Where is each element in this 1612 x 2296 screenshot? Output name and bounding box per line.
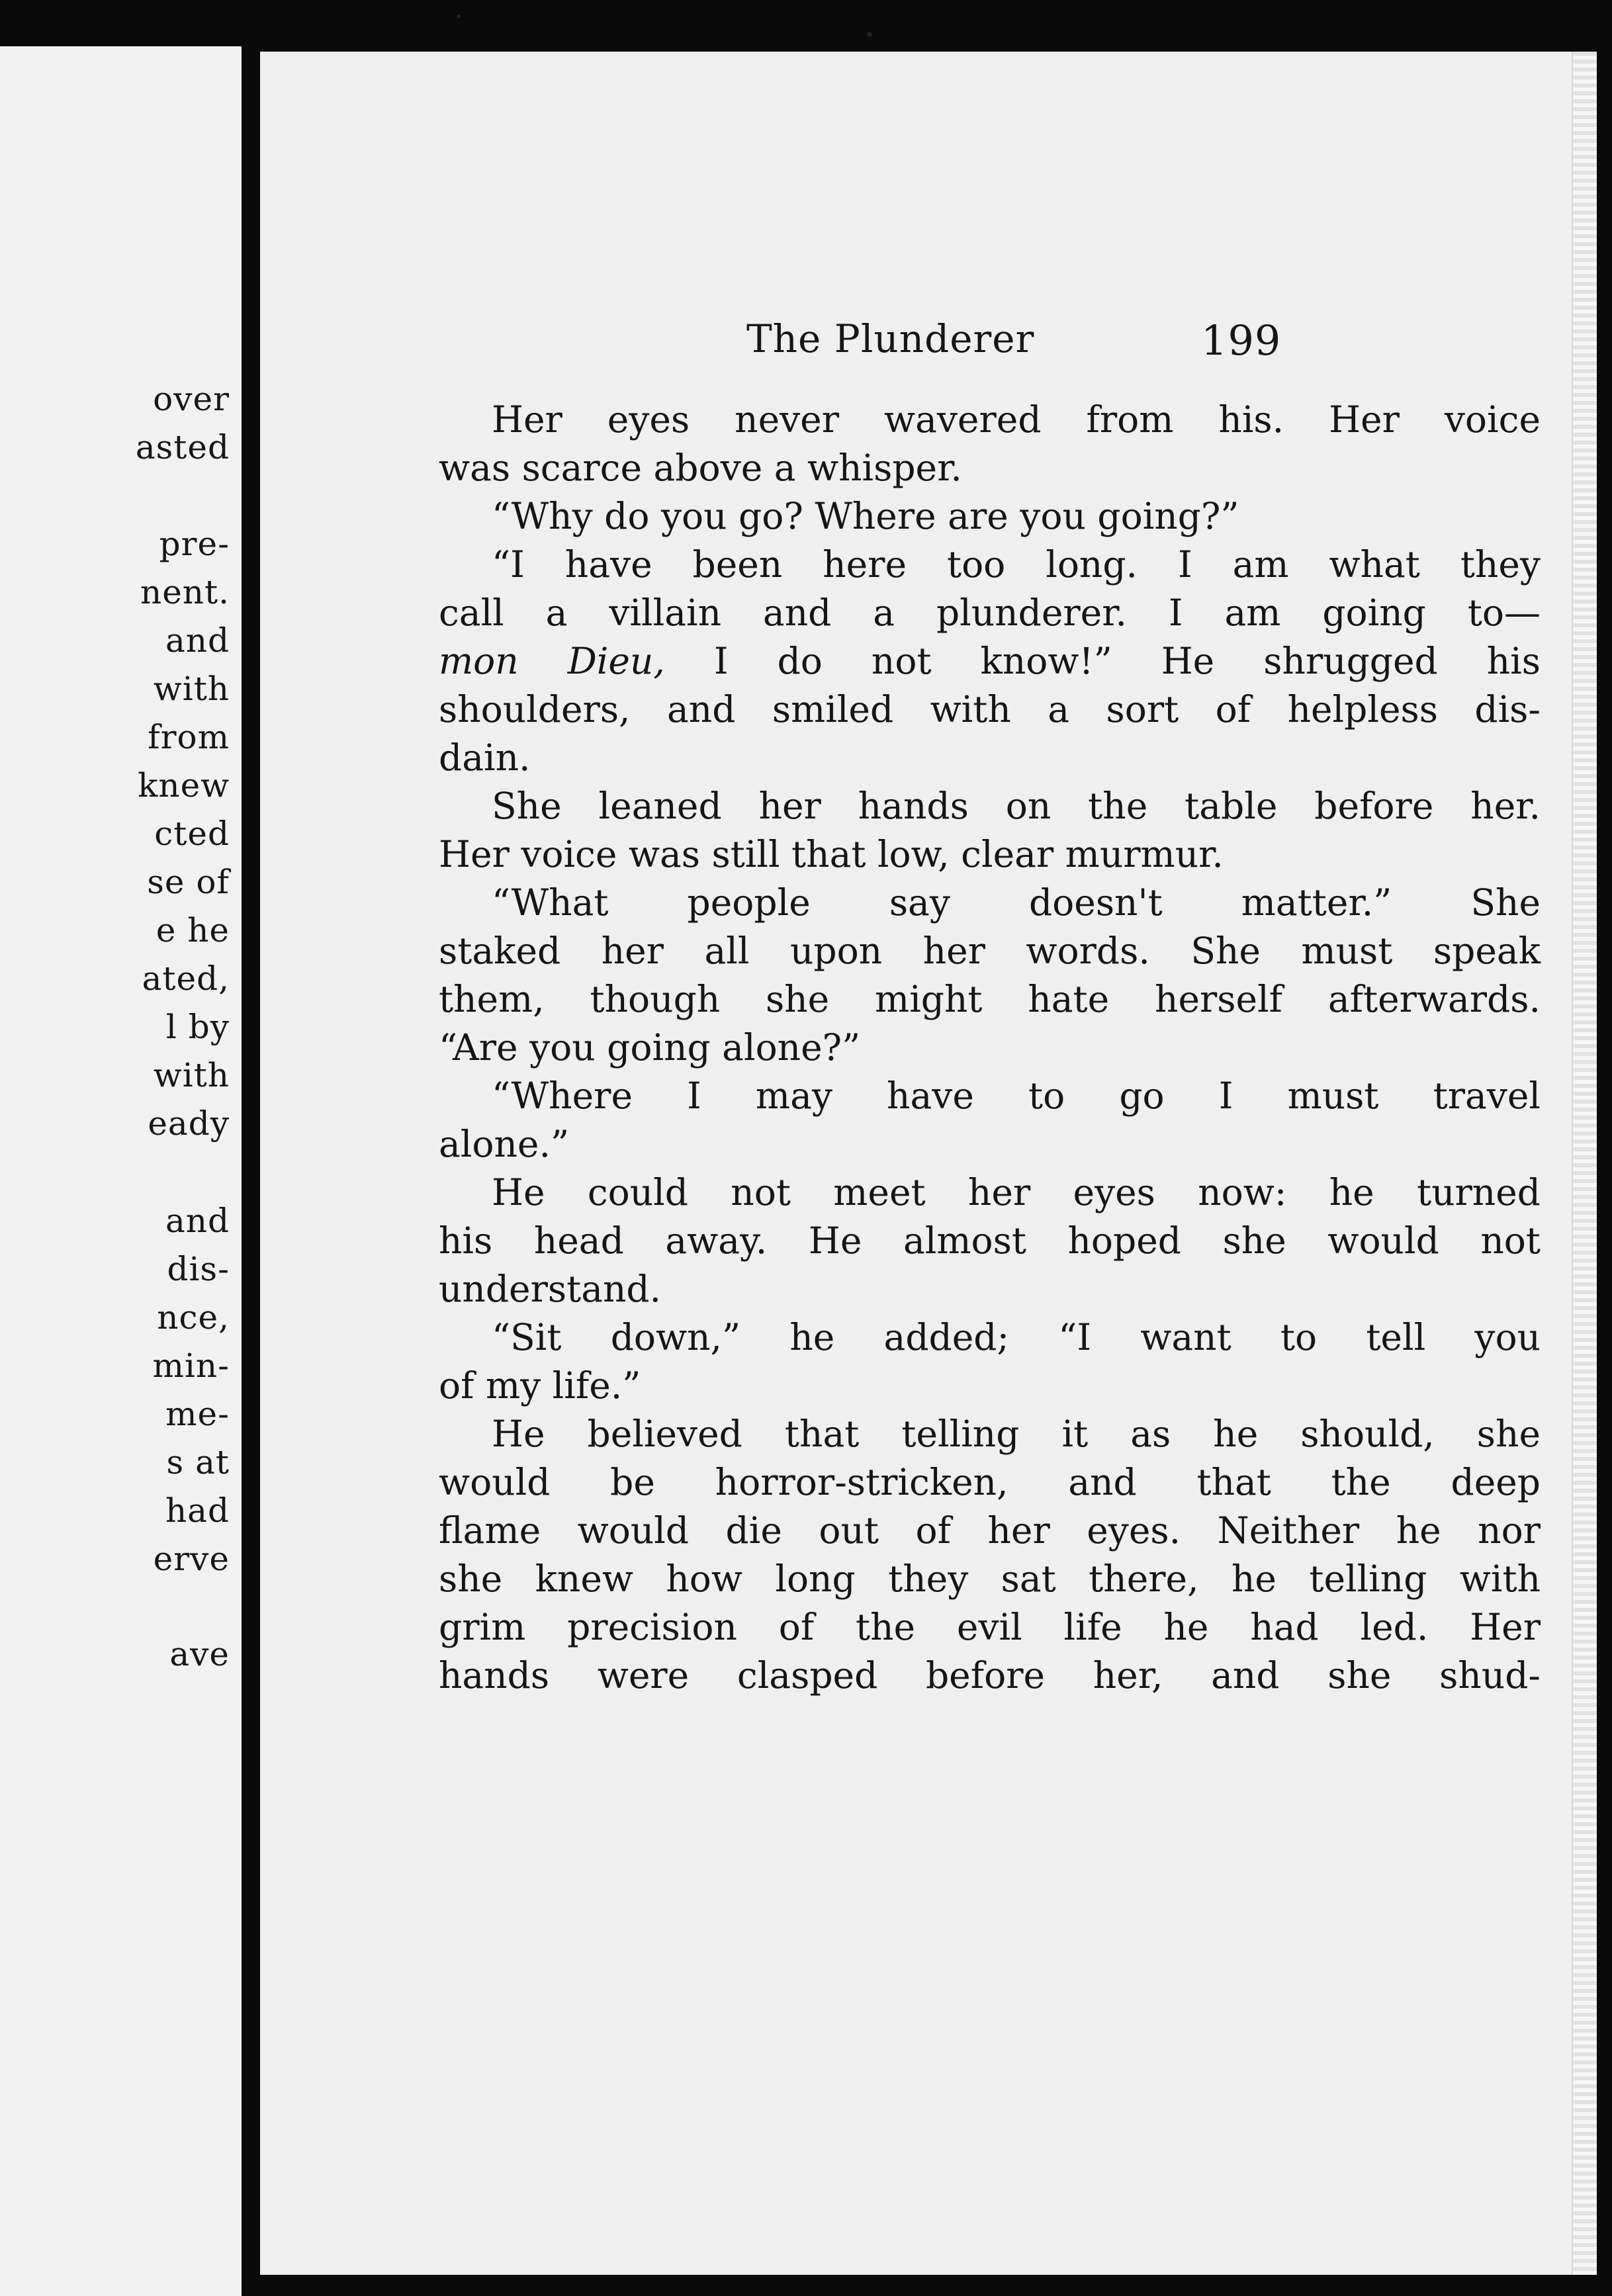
left-fragment: l by — [165, 1008, 230, 1046]
text-line: would be horror-stricken, and that the deep — [439, 1461, 1541, 1503]
text-line: staked her all upon her words. She must speak — [439, 930, 1541, 972]
left-fragment: me- — [165, 1395, 230, 1433]
text-line: hands were clasped before her, and she shud- — [439, 1654, 1541, 1697]
text-line: shoulders, and smiled with a sort of helpless dis- — [439, 688, 1541, 730]
text-line — [439, 637, 1541, 685]
text-line: “I have been here too long. I am what they — [492, 543, 1541, 586]
text-line: understand. — [439, 1268, 662, 1310]
left-fragment: and — [165, 621, 230, 660]
left-fragment: pre- — [159, 525, 230, 563]
text-line: Her eyes never wavered from his. Her voice — [492, 398, 1541, 441]
left-fragment: dis- — [167, 1250, 230, 1288]
text-line: “Are you going alone?” — [439, 1026, 861, 1069]
left-fragment: min- — [152, 1347, 230, 1385]
left-fragment: eady — [148, 1104, 230, 1143]
running-head-title: The Plunderer — [746, 316, 1035, 361]
text-line: “Why do you go? Where are you going?” — [492, 495, 1239, 537]
left-fragment: erve — [153, 1540, 230, 1578]
text-line: She leaned her hands on the table before her. — [492, 785, 1541, 827]
left-fragment: with — [153, 670, 230, 708]
text-line: “Where I may have to go I must travel — [492, 1075, 1541, 1117]
scan-speck — [457, 15, 461, 19]
text-line: dain. — [439, 736, 531, 779]
left-fragment: knew — [138, 766, 230, 805]
left-fragment: had — [165, 1491, 230, 1530]
text-line: them, though she might hate herself afterwards. — [439, 978, 1541, 1020]
scan-speck — [867, 32, 872, 37]
text-line: of my life.” — [439, 1364, 641, 1407]
left-facing-page — [0, 46, 242, 2296]
text-line: “What people say doesn't matter.” She — [492, 881, 1541, 924]
left-fragment: s at — [166, 1443, 230, 1481]
body-text — [439, 396, 1541, 1700]
text-line: grim precision of the evil life he had led. Her — [439, 1606, 1541, 1648]
left-fragment: with — [153, 1056, 230, 1094]
text-line: Her voice was still that low, clear murmur. — [439, 833, 1224, 875]
deckle-edge — [1572, 52, 1597, 2275]
left-fragment: and — [165, 1202, 230, 1240]
text-line: was scarce above a whisper. — [439, 447, 962, 489]
right-page — [260, 52, 1597, 2275]
text-line: alone.” — [439, 1123, 570, 1165]
left-fragment: nce, — [157, 1298, 230, 1337]
left-fragment: ated, — [142, 959, 230, 998]
left-fragment: from — [148, 718, 230, 756]
left-fragment: over — [153, 380, 230, 418]
text-line: she knew how long they sat there, he telling with — [439, 1558, 1541, 1600]
left-fragment: se of — [147, 863, 230, 901]
text-line: He could not meet her eyes now: he turned — [492, 1171, 1541, 1214]
left-fragment: nent. — [140, 573, 230, 611]
text-line: “Sit down,” he added; “I want to tell you — [492, 1316, 1541, 1358]
text-line: He believed that telling it as he should, she — [492, 1413, 1541, 1455]
text-line-rest: I do not know!” He shrugged his — [664, 640, 1541, 682]
text-line: call a villain and a plunderer. I am going to— — [439, 592, 1541, 634]
text-line: his head away. He almost hoped she would not — [439, 1219, 1541, 1262]
left-fragment: asted — [135, 428, 230, 466]
left-fragment: ave — [169, 1635, 230, 1673]
left-fragment: cted — [154, 815, 230, 853]
text-line: flame would die out of her eyes. Neither he nor — [439, 1509, 1541, 1552]
left-fragment: e he — [156, 911, 230, 949]
page-number: 199 — [1201, 316, 1282, 365]
book-gutter — [242, 0, 260, 2296]
italic-phrase: mon Dieu, — [439, 640, 665, 682]
